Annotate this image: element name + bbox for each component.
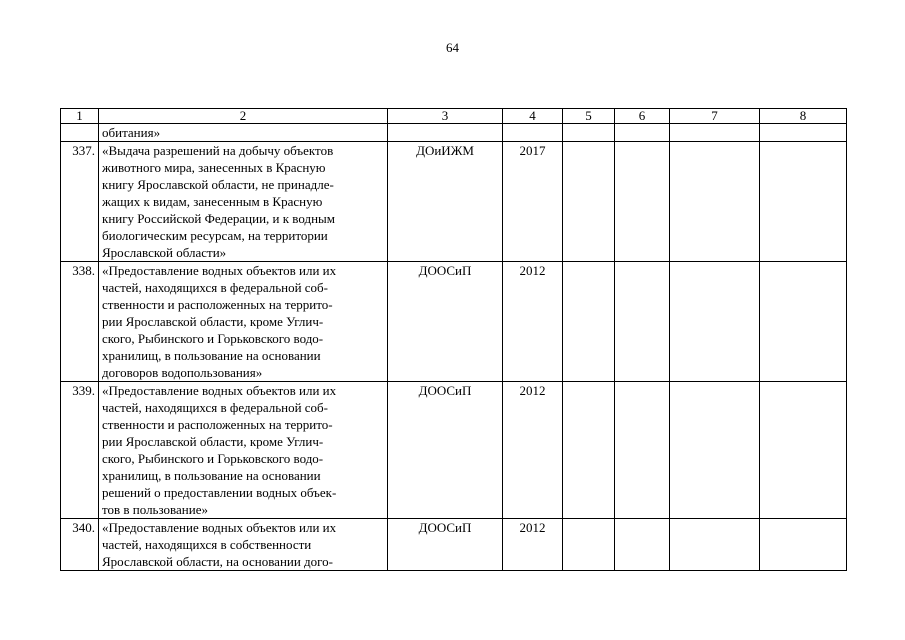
- service-name-line: рии Ярославской области, кроме Углич-: [102, 434, 324, 449]
- service-name-line: обитания»: [102, 125, 161, 140]
- table-row: [61, 519, 847, 571]
- service-name-line: Ярославской области, на основании дого-: [102, 554, 334, 569]
- service-name-line: рии Ярославской области, кроме Углич-: [102, 314, 324, 329]
- service-name-line: хранилищ, в пользование на основании: [102, 468, 321, 483]
- header-col-6: 6: [615, 109, 670, 124]
- header-col-1: 1: [61, 109, 99, 124]
- carryover-row: [61, 124, 847, 142]
- service-name-line: тов в пользование»: [102, 502, 208, 517]
- service-name-line: решений о предоставлении водных объек-: [102, 485, 337, 500]
- header-col-8: 8: [760, 109, 847, 124]
- service-name-line: Ярославской области»: [102, 245, 227, 260]
- service-name-line: «Предоставление водных объектов или их: [102, 383, 337, 398]
- header-col-3: 3: [388, 109, 503, 124]
- service-name-line: животного мира, занесенных в Красную: [102, 160, 326, 175]
- table-row: [61, 382, 847, 519]
- row-number-cell: 339.: [61, 382, 99, 519]
- service-name-line: биологическим ресурсам, на территории: [102, 228, 328, 243]
- service-name-line: частей, находящихся в федеральной соб-: [102, 400, 329, 415]
- service-name-line: «Предоставление водных объектов или их: [102, 263, 337, 278]
- page-number: 64: [446, 40, 459, 55]
- service-name-line: частей, находящихся в собственности: [102, 537, 312, 552]
- year-cell: 2012: [503, 519, 563, 571]
- service-name-cell: [99, 142, 388, 262]
- row-number-cell: 340.: [61, 519, 99, 571]
- service-name-line: ского, Рыбинского и Горьковского водо-: [102, 451, 324, 466]
- service-name-line: «Предоставление водных объектов или их: [102, 520, 337, 535]
- table-row: [61, 142, 847, 262]
- table-row: [61, 262, 847, 382]
- department-cell: ДООСиП: [388, 262, 503, 382]
- header-col-7: 7: [670, 109, 760, 124]
- service-name-line: ственности и расположенных на террито-: [102, 297, 333, 312]
- year-cell: 2012: [503, 262, 563, 382]
- header-row: [61, 109, 847, 124]
- service-name-line: книгу Ярославской области, не принадле-: [102, 177, 334, 192]
- service-name-cell: [99, 124, 388, 142]
- service-name-line: книгу Российской Федерации, и к водным: [102, 211, 336, 226]
- service-name-cell: [99, 382, 388, 519]
- header-col-4: 4: [503, 109, 563, 124]
- service-name-line: ского, Рыбинского и Горьковского водо-: [102, 331, 324, 346]
- department-cell: ДООСиП: [388, 519, 503, 571]
- service-name-line: частей, находящихся в федеральной соб-: [102, 280, 329, 295]
- service-name-cell: [99, 262, 388, 382]
- service-name-line: хранилищ, в пользование на основании: [102, 348, 321, 363]
- row-number-cell: 338.: [61, 262, 99, 382]
- year-cell: 2017: [503, 142, 563, 262]
- row-number-cell: [61, 124, 99, 142]
- row-number-cell: 337.: [61, 142, 99, 262]
- service-name-line: ственности и расположенных на террито-: [102, 417, 333, 432]
- year-cell: 2012: [503, 382, 563, 519]
- service-name-line: договоров водопользования»: [102, 365, 263, 380]
- service-name-line: жащих к видам, занесенным в Красную: [102, 194, 323, 209]
- department-cell: ДОиИЖМ: [388, 142, 503, 262]
- header-col-5: 5: [563, 109, 615, 124]
- header-col-2: 2: [99, 109, 388, 124]
- registry-table: [60, 108, 847, 571]
- department-cell: ДООСиП: [388, 382, 503, 519]
- service-name-cell: [99, 519, 388, 571]
- service-name-line: «Выдача разрешений на добычу объектов: [102, 143, 334, 158]
